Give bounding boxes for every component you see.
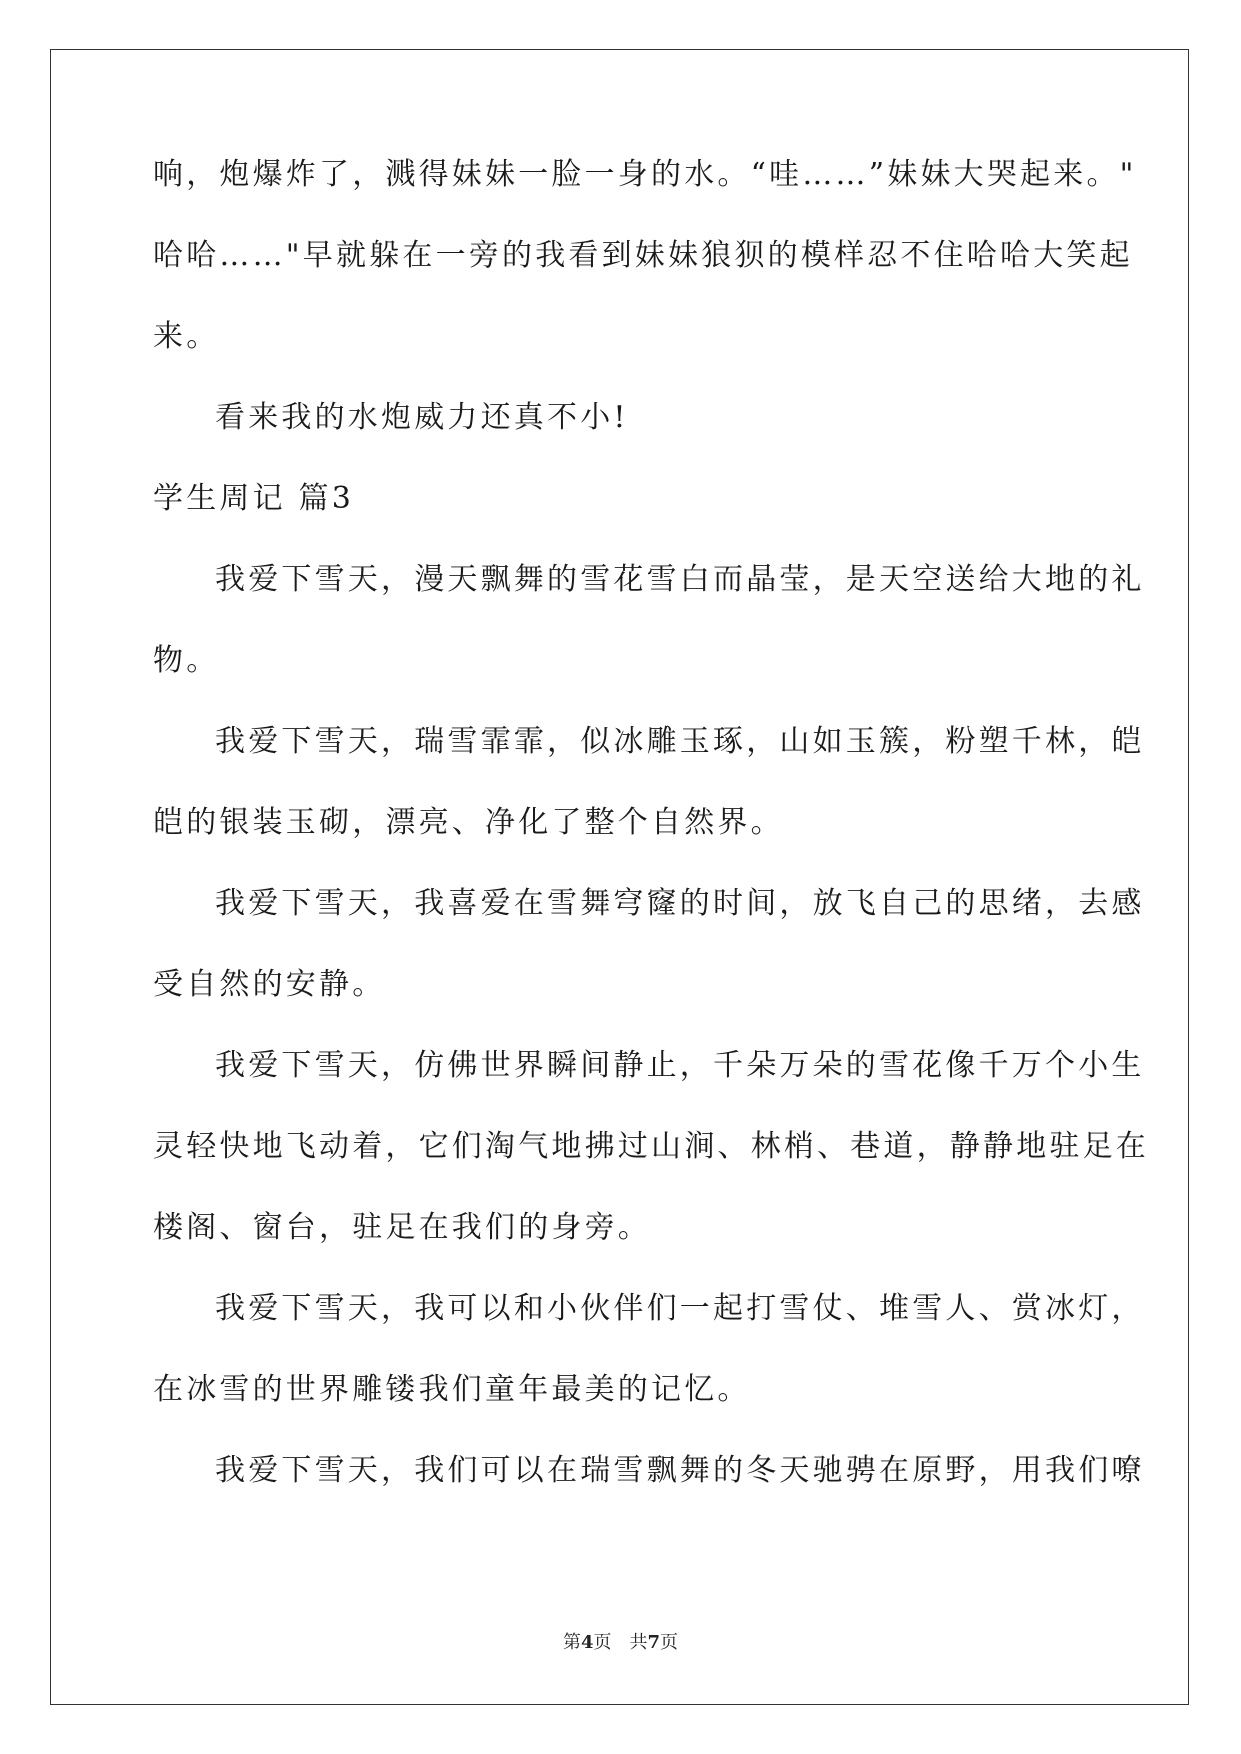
text-line-15: 我爱下雪天，我可以和小伙伴们一起打雪仗、堆雪人、赏冰灯，: [215, 1291, 1145, 1326]
page-suffix: 页: [593, 1632, 612, 1653]
text-line-14: 楼阁、窗台，驻足在我们的身旁。: [153, 1210, 651, 1245]
text-line-7: 物。: [153, 643, 220, 678]
section-heading: 学生周记 篇3: [153, 481, 355, 516]
text-line-1: 响，炮爆炸了，溅得妹妹一脸一身的水。“哇……”妹妹大哭起来。": [153, 157, 1137, 192]
text-line-9: 皑的银装玉砌，漂亮、净化了整个自然界。: [153, 805, 784, 840]
total-prefix: 共: [629, 1632, 648, 1653]
text-line-12: 我爱下雪天，仿佛世界瞬间静止，千朵万朵的雪花像千万个小生: [215, 1048, 1145, 1083]
text-line-16: 在冰雪的世界雕镂我们童年最美的记忆。: [153, 1372, 751, 1407]
text-line-6: 我爱下雪天，漫天飘舞的雪花雪白而晶莹，是天空送给大地的礼: [215, 562, 1145, 597]
text-line-11: 受自然的安静。: [153, 967, 386, 1002]
text-line-13: 灵轻快地飞动着，它们淘气地拂过山涧、林梢、巷道，静静地驻足在: [153, 1129, 1149, 1164]
text-line-17: 我爱下雪天，我们可以在瑞雪飘舞的冬天驰骋在原野，用我们嘹: [215, 1453, 1145, 1488]
document-body: [153, 157, 1149, 1537]
total-pages: 7: [647, 1632, 661, 1653]
page-prefix: 第: [562, 1632, 581, 1653]
text-line-10: 我爱下雪天，我喜爱在雪舞穹窿的时间，放飞自己的思绪，去感: [215, 886, 1145, 921]
page-footer: [0, 1633, 1241, 1653]
text-line-4: 看来我的水炮威力还真不小!: [215, 400, 629, 435]
text-line-8: 我爱下雪天，瑞雪霏霏，似冰雕玉琢，山如玉簇，粉塑千林，皑: [215, 724, 1145, 759]
total-suffix: 页: [660, 1632, 679, 1653]
text-line-2: 哈哈……"早就躲在一旁的我看到妹妹狼狈的模样忍不住哈哈大笑起: [153, 238, 1133, 273]
text-line-3: 来。: [153, 319, 220, 354]
page-number: 4: [580, 1632, 594, 1653]
